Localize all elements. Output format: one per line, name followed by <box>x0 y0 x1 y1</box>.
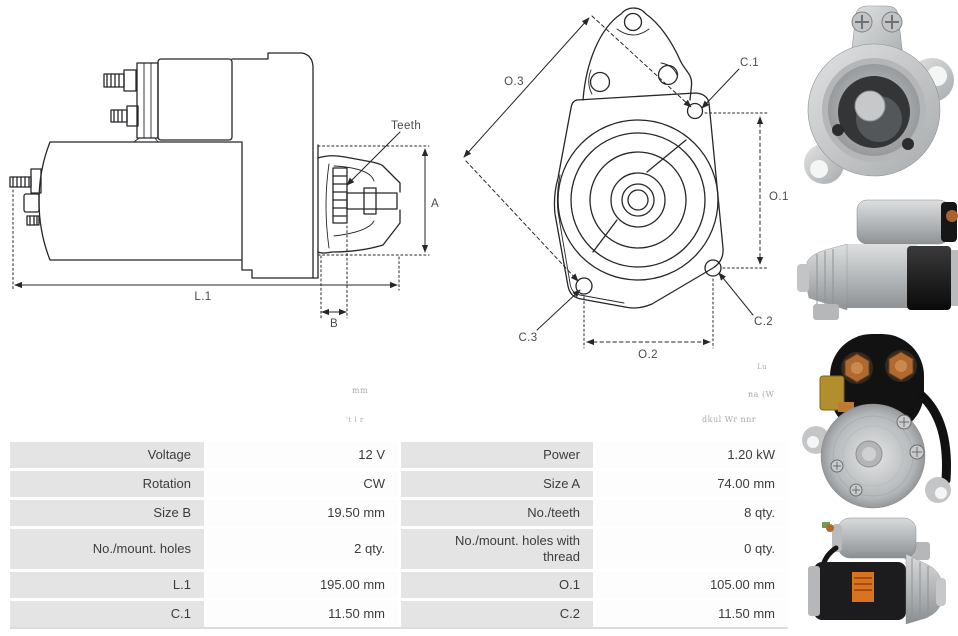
dim-label-o1: O.1 <box>769 191 789 203</box>
spec-cell-label: Rotation <box>10 471 204 497</box>
dim-label-l1: L.1 <box>194 291 212 303</box>
mounting-flange <box>554 93 723 308</box>
spec-cell-label: C.1 <box>10 601 204 627</box>
dim-label-o3: O.3 <box>504 76 524 88</box>
spec-cell-value: 0 qty. <box>596 529 788 569</box>
spec-cell-label: Power <box>401 442 593 468</box>
housing-circles <box>558 120 718 280</box>
spec-cell-label: L.1 <box>10 572 204 598</box>
product-photo-side-right <box>808 512 948 636</box>
rear-terminals <box>10 169 41 225</box>
terminal-stud <box>841 352 873 384</box>
product-photo-rear-solenoid <box>800 330 952 510</box>
drive-end-housing <box>318 156 400 253</box>
rear-housing <box>232 53 318 278</box>
product-photo-side-left <box>795 192 958 332</box>
spec-cell-label: Voltage <box>10 442 204 468</box>
wire <box>922 396 947 480</box>
dimension-c2 <box>719 273 773 328</box>
dimension-b <box>321 226 347 330</box>
watermark-fragment: mm <box>352 386 369 395</box>
dim-label-teeth: Teeth <box>391 120 422 132</box>
solenoid <box>838 518 916 558</box>
spec-cell-value: 2 qty. <box>207 529 398 569</box>
watermark-fragment: na (W <box>748 390 775 399</box>
drive-end <box>806 244 847 310</box>
dim-label-o2: O.2 <box>638 349 658 361</box>
spec-cell-label: O.1 <box>401 572 593 598</box>
dimension-c3 <box>518 290 580 344</box>
dim-label-c1: C.1 <box>740 57 760 69</box>
watermark-fragment: 't l r <box>346 416 364 424</box>
spec-cell-value: CW <box>207 471 398 497</box>
spec-cell-label: Size B <box>10 500 204 526</box>
spec-cell-value: 11.50 mm <box>207 601 398 627</box>
watermark-fragment: dkul Wr nnr <box>702 415 757 424</box>
spec-table <box>10 442 788 627</box>
spec-cell-value: 1.20 kW <box>596 442 788 468</box>
shaft-hub <box>855 91 885 121</box>
spec-cell-label: No./teeth <box>401 500 593 526</box>
spec-cell-value: 19.50 mm <box>207 500 398 526</box>
spec-cell-label: No./mount. holes <box>10 529 204 569</box>
front-view-drawing <box>440 0 790 368</box>
screw-icon <box>832 124 844 136</box>
solenoid <box>104 59 232 142</box>
gear-housing-top <box>583 8 692 100</box>
dim-label-b: B <box>329 318 339 330</box>
solenoid <box>857 200 949 244</box>
dimension-l1 <box>13 190 399 303</box>
dim-label-a: A <box>431 198 440 210</box>
spec-cell-value: 74.00 mm <box>596 471 788 497</box>
motor-body <box>39 142 242 260</box>
spec-cell-label: No./mount. holes with thread <box>401 529 593 569</box>
dim-label-c2: C.2 <box>754 316 774 328</box>
watermark-fragment: Lu <box>757 363 768 371</box>
dimension-c1 <box>702 57 759 108</box>
pinion-gear <box>333 168 397 223</box>
spec-cell-value: 195.00 mm <box>207 572 398 598</box>
product-label <box>852 572 874 602</box>
product-photo-front <box>798 2 954 192</box>
spec-cell-label: C.2 <box>401 601 593 627</box>
terminal-stud <box>946 210 958 222</box>
side-view-drawing <box>0 0 440 340</box>
terminal-stud <box>826 524 834 532</box>
dimension-o2 <box>584 279 713 361</box>
spec-cell-label: Size A <box>401 471 593 497</box>
spec-cell-value: 8 qty. <box>596 500 788 526</box>
terminal-stud <box>885 350 917 382</box>
spec-cell-value: 11.50 mm <box>596 601 788 627</box>
dim-label-c3: C.3 <box>518 332 538 344</box>
screw-icon <box>902 138 914 150</box>
spec-cell-value: 12 V <box>207 442 398 468</box>
dimension-teeth <box>347 120 421 185</box>
motor-shell <box>907 246 951 310</box>
spec-cell-value: 105.00 mm <box>596 572 788 598</box>
